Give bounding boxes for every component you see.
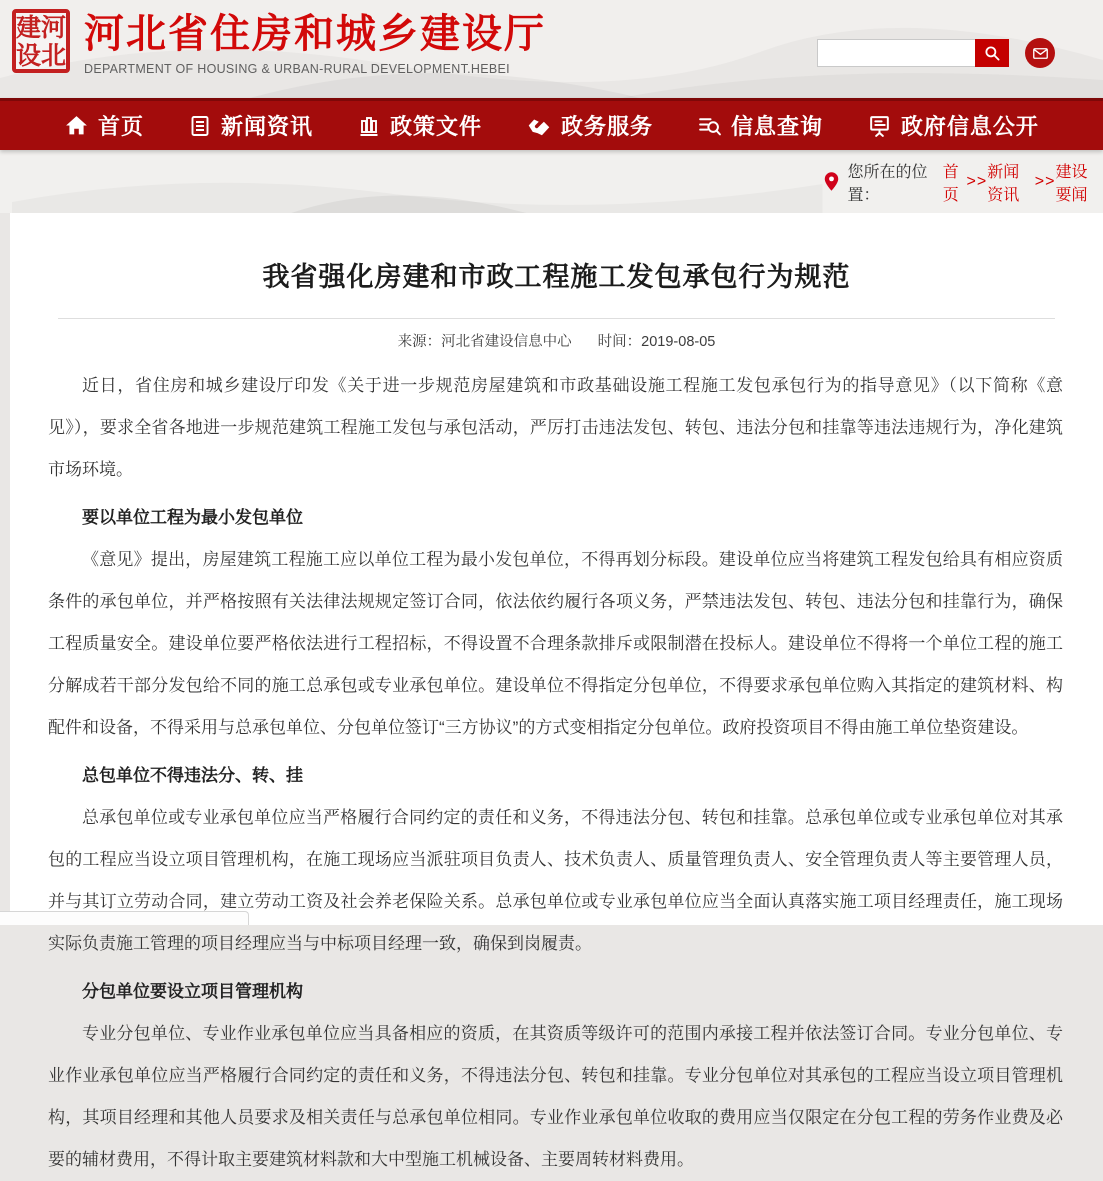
- policy-icon: [357, 114, 381, 138]
- article-date: 时间：2019-08-05: [597, 334, 716, 350]
- article-source: 来源：河北省建设信息中心: [397, 334, 572, 350]
- section-heading: 分包单位要设立项目管理机构: [82, 982, 303, 1001]
- nav-item-news[interactable]: [188, 110, 313, 141]
- breadcrumb-link-news[interactable]: 新闻资讯: [987, 163, 1020, 204]
- site-subtitle: DEPARTMENT OF HOUSING & URBAN-RURAL DEVELOPMENT.HEBEI: [84, 62, 510, 76]
- search-bar: [817, 39, 1009, 67]
- location-pin-icon: [823, 171, 840, 192]
- article-paragraph: 总承包单位或专业承包单位应当严格履行合同约定的责任和义务，不得违法分包、转包和挂靠。总承包单位或专业承包单位对其承包的工程应当设立项目管理机构，在施工现场应当派驻项目负责人、技术负责人、质量管理负责人、安全管理负责人等主要管理人员，并与其订立劳动合同，建立劳动工资及社会养老保险关系。总承包单位或专业承包单位应当全面认真落实施工项目经理责任，施工现场实际负责施工管理的项目经理应当与中标项目经理一致，确保到岗履责。: [48, 808, 1063, 953]
- mail-button[interactable]: [1025, 38, 1055, 68]
- search-icon: [983, 44, 1001, 62]
- nav-label: 新闻资讯: [220, 114, 313, 139]
- nav-item-query[interactable]: [697, 110, 823, 141]
- news-icon: [188, 114, 212, 138]
- nav-label: 政策文件: [389, 114, 482, 139]
- nav-label: 政务服务: [560, 114, 653, 139]
- breadcrumb-separator: >>: [1034, 172, 1056, 190]
- article-paragraph: 《意见》提出，房屋建筑工程施工应以单位工程为最小发包单位，不得再划分标段。建设单位应当将建筑工程发包给具有相应资质条件的承包单位，并严格按照有关法律法规规定签订合同，依法依约履行各项义务，严禁违法发包、转包、违法分包和挂靠行为，确保工程质量安全。建设单位要严格依法进行工程招标，不得设置不合理条款排斥或限制潜在投标人。建设单位不得将一个单位工程的施工分解成若干部分发包给不同的施工总承包或专业承包单位。建设单位不得指定分包单位，不得要求承包单位购入其指定的建筑材料、构配件和设备，不得采用与总承包单位、分包单位签订“三方协议”的方式变相指定分包单位。政府投资项目不得由施工单位垫资建设。: [48, 550, 1063, 737]
- article-meta: [10, 319, 1103, 353]
- seal-char: 河: [41, 12, 67, 42]
- search-button[interactable]: [975, 39, 1009, 67]
- site-title: 河北省住房和城乡建设厅: [84, 12, 546, 56]
- nav-label: 信息查询: [730, 114, 823, 139]
- article-paragraph: 近日，省住房和城乡建设厅印发《关于进一步规范房屋建筑和市政基础设施工程施工发包承包行为的指导意见》（以下简称《意见》），要求全省各地进一步规范建筑工程施工发包与承包活动，严厉打击违法发包、转包、违法分包和挂靠等违法违规行为，净化建筑市场环境。: [48, 376, 1063, 479]
- nav-item-gov-info[interactable]: [867, 110, 1039, 141]
- gov-info-icon: [867, 113, 892, 138]
- site-logo-seal: [12, 9, 70, 73]
- seal-char: 建: [16, 12, 42, 42]
- section-heading: 要以单位工程为最小发包单位: [82, 508, 303, 527]
- nav-item-service[interactable]: [526, 110, 653, 141]
- article-panel: [10, 213, 1103, 1169]
- breadcrumb-link-category[interactable]: 建设要闻: [1055, 163, 1088, 204]
- mail-icon: [1031, 44, 1050, 63]
- query-icon: [697, 113, 722, 138]
- seal-char: 北: [41, 40, 67, 70]
- section-heading: 总包单位不得违法分、转、挂: [82, 766, 303, 785]
- home-icon: [64, 113, 89, 138]
- article-title: 我省强化房建和市政工程施工发包承包行为规范: [262, 262, 851, 292]
- search-input[interactable]: [817, 39, 975, 67]
- mountain-watermark: [12, 150, 823, 213]
- breadcrumb-prefix: 您所在的位置：: [847, 163, 928, 204]
- service-icon: [526, 113, 552, 139]
- article-content: [10, 353, 1103, 1181]
- breadcrumb: [0, 150, 1103, 213]
- main-navigation: [0, 98, 1103, 150]
- breadcrumb-link-home[interactable]: 首页: [942, 163, 959, 204]
- seal-char: 设: [16, 40, 42, 70]
- breadcrumb-separator: >>: [966, 172, 988, 190]
- nav-label: 政府信息公开: [900, 114, 1039, 139]
- nav-item-home[interactable]: [64, 110, 144, 141]
- site-header: [0, 0, 1103, 98]
- nav-label: 首页: [98, 114, 145, 139]
- link-preview-tooltip: [0, 911, 249, 925]
- article-paragraph: 专业分包单位、专业作业承包单位应当具备相应的资质，在其资质等级许可的范围内承接工程并依法签订合同。专业分包单位、专业作业承包单位应当严格履行合同约定的责任和义务，不得违法分包、转包和挂靠。专业分包单位对其承包的工程应当设立项目管理机构，其项目经理和其他人员要求及相关责任与总承包单位相同。专业作业承包单位收取的费用应当仅限定在分包工程的劳务作业费及必要的辅材费用，不得计取主要建筑材料款和大中型施工机械设备、主要周转材料费用。: [48, 1024, 1063, 1169]
- nav-item-policy[interactable]: [357, 110, 482, 141]
